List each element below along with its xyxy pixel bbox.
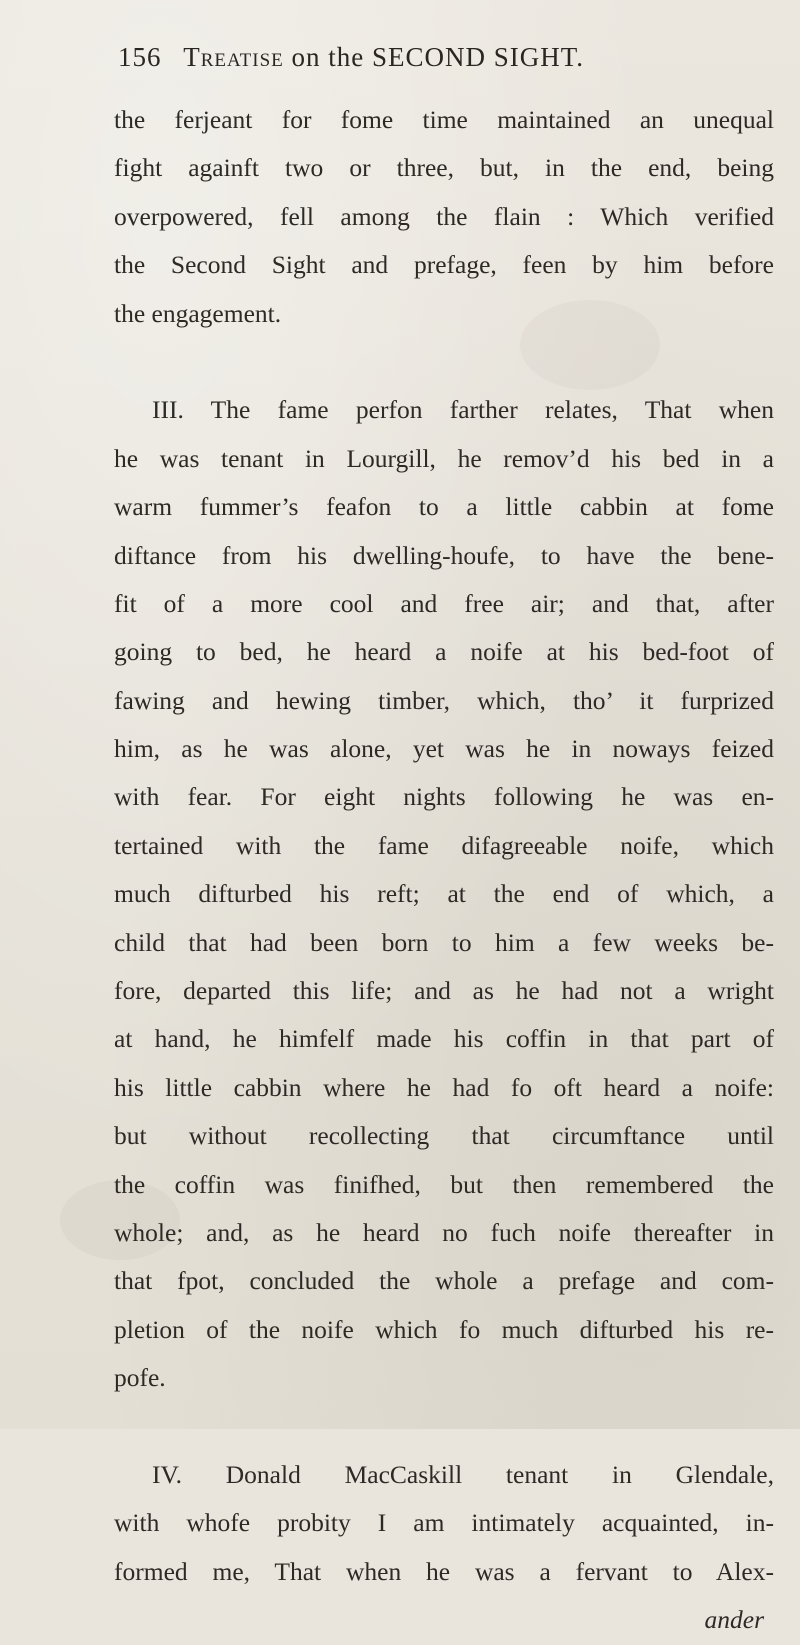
text-line: with whofe probity I am intimately acquainted, in-: [114, 1508, 774, 1538]
paragraph-gap: [114, 338, 774, 386]
text-line: tertained with the fame difagreeable noife, which: [114, 830, 774, 860]
body-text: [114, 96, 774, 1645]
text-line: whole; and, as he heard no fuch noife thereafter in: [114, 1217, 774, 1247]
catchword: ander: [704, 1605, 764, 1635]
text-line: him, as he was alone, yet was he in noways feized: [114, 734, 774, 764]
text-line: fawing and hewing timber, which, tho’ it furprized: [114, 685, 774, 715]
paragraph-start-line: IV. Donald MacCaskill tenant in Glendale,: [152, 1459, 774, 1489]
text-line: at hand, he himfelf made his coffin in that part of: [114, 1024, 774, 1054]
text-line: fight againft two or three, but, in the end, being: [114, 153, 774, 183]
text-line: with fear. For eight nights following he was en-: [114, 782, 774, 812]
text-line: fore, departed this life; and as he had not a wright: [114, 976, 774, 1006]
text-line: overpowered, fell among the flain : Which verified: [114, 201, 774, 231]
text-line: warm fummer’s feafon to a little cabbin at fome: [114, 492, 774, 522]
text-line: pletion of the noife which fo much difturbed his re-: [114, 1314, 774, 1344]
running-title-word-1: Treatise: [183, 42, 284, 72]
running-title-word-2: on the: [291, 42, 365, 72]
text-line: the coffin was finifhed, but then remembered the: [114, 1169, 774, 1199]
paragraph-gap: [114, 1403, 774, 1451]
text-line: the ferjeant for fome time maintained an unequal: [114, 105, 774, 134]
running-head: [118, 42, 758, 73]
text-line: pofe.: [114, 1363, 166, 1393]
text-line: formed me, That when he was a fervant to Alex-: [114, 1556, 774, 1586]
text-line: that fpot, concluded the whole a prefage and com-: [114, 1266, 774, 1296]
text-line: much difturbed his reft; at the end of which, a: [114, 879, 774, 909]
running-title-word-3: SECOND SIGHT.: [372, 42, 585, 72]
text-line: the engagement.: [114, 298, 282, 328]
text-line: his little cabbin where he had fo oft heard a noife:: [114, 1072, 774, 1102]
paragraph-start-line: III. The fame perfon farther relates, That when: [152, 395, 774, 425]
text-line: diftance from his dwelling-houfe, to have the bene-: [114, 540, 774, 570]
text-line: going to bed, he heard a noife at his bed-foot of: [114, 637, 774, 667]
text-line: child that had been born to him a few weeks be-: [114, 927, 774, 957]
text-line: fit of a more cool and free air; and that, after: [114, 588, 774, 618]
page-number: 156: [118, 42, 162, 72]
text-line: the Second Sight and prefage, feen by him before: [114, 250, 774, 280]
text-line: he was tenant in Lourgill, he remov’d his bed in a: [114, 443, 774, 473]
text-line: but without recollecting that circumftance until: [114, 1121, 774, 1151]
